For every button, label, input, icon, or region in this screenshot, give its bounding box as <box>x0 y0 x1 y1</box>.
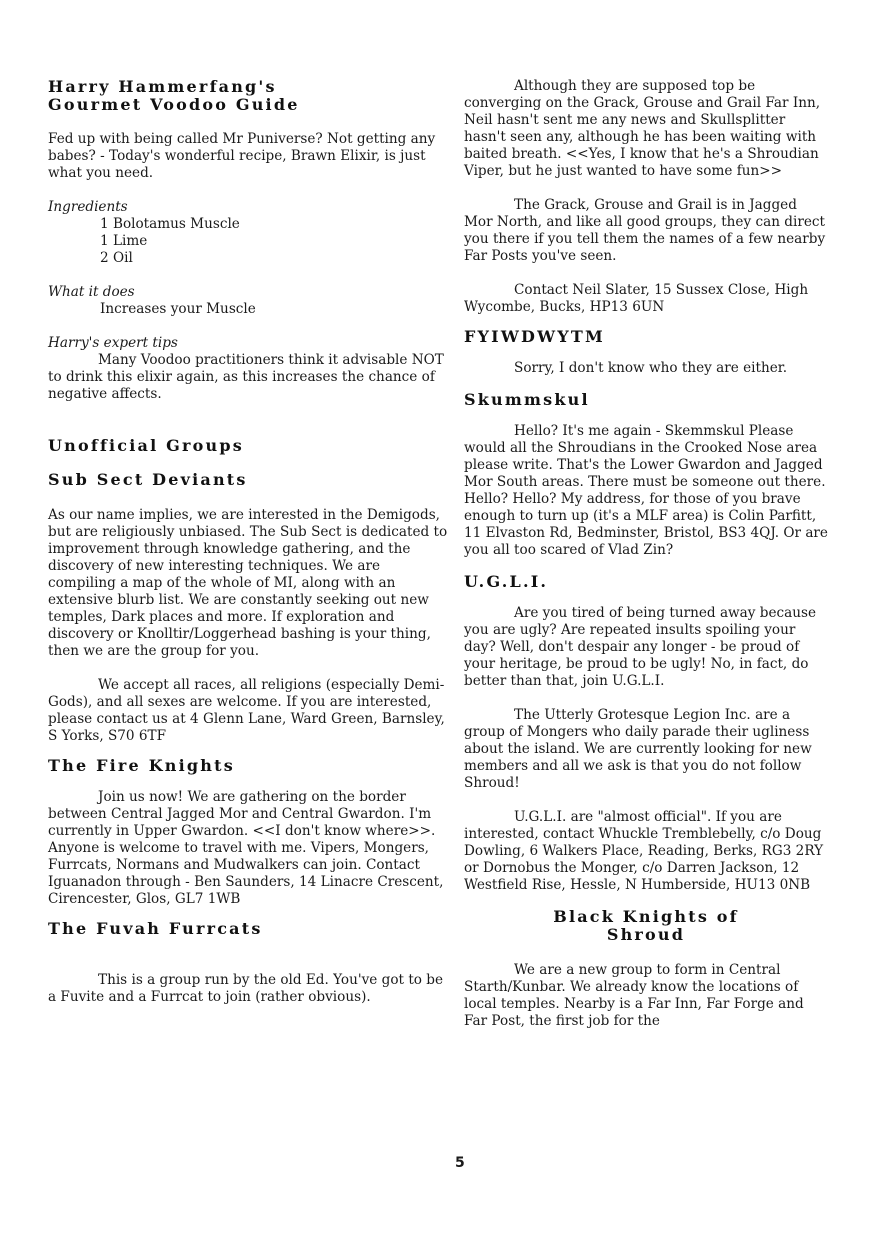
grack-paragraph: The Grack, Grouse and Grail is in Jagged Mor North, and like all good groups, they can direct you there if you tell them the names of a few nearby Far Posts you've seen. <box>464 197 826 264</box>
ingredients-label: Ingredients <box>48 199 128 215</box>
sub-sect-paragraph: As our name implies, we are interested in the Demigods, but are religiously unbiased. The Sub Sect is dedicated to improvement through knowledge gathering, and the discovery of new interesting techniques. We are compiling a map of the whole of MI, along with an extensive blurb list. We are constantly seeking out new temples, Dark places and more. If exploration and discovery or Knolltir/Loggerhead bashing is your thing, then we are the group for you. <box>48 507 448 659</box>
left-column <box>48 78 448 1006</box>
expert-tips-label: Harry's expert tips <box>48 335 178 351</box>
skummskul-paragraph: Hello? It's me again - Skemmskul Please would all the Shroudians in the Crooked Nose area please write. That's the Lower Gwardon and Jagged Mor South areas. There must be someone out there. Hello? Hello? My address, for those of you brave enough to turn up (it's a MLF area) is Colin Parfitt, 11 Elvaston Rd, Bedminster, Bristol, BS3 4QJ. Or are you all too scared of Vlad Zin? <box>464 423 828 558</box>
skummskul-heading: Skummskul <box>464 390 590 409</box>
sub-sect-paragraph: We accept all races, all religions (especially Demi-Gods), and all sexes are welcome. If you are interested, please contact us at 4 Glenn Lane, Ward Green, Barnsley, S Yorks, S70 6TF <box>48 677 445 744</box>
what-it-does-text: Increases your Muscle <box>100 301 256 317</box>
grack-paragraph: Although they are supposed top be converging on the Grack, Grouse and Grail Far Inn, Neil hasn't sent me any news and Skullsplitter hasn't seen any, although he has been waiting with baited breath. <<Yes, I know that he's a Shroudian Viper, but he just wanted to have some fun>> <box>464 78 821 179</box>
expert-tips-text: Many Voodoo practitioners think it advisable NOT to drink this elixir again, as this increases the chance of negative affects. <box>48 352 444 402</box>
black-knights-heading-line2: Shroud <box>606 925 686 944</box>
black-knights-heading-line1: Black Knights of <box>553 907 739 926</box>
ugli-heading: U.G.L.I. <box>464 572 549 591</box>
fire-knights-heading: The Fire Knights <box>48 756 235 775</box>
ugli-contact: U.G.L.I. are "almost official". If you are interested, contact Whuckle Tremblebelly, c/o Doug Dowling, 6 Walkers Place, Reading, Berks, RG3 2RY or Dornobus the Monger, c/o Darren Jackson, 12 Westfield Rise, Hessle, N Humberside, HU13 0NB <box>464 809 824 893</box>
ingredient-item: 1 Lime <box>100 233 148 249</box>
what-it-does-label: What it does <box>48 284 135 300</box>
grack-contact: Contact Neil Slater, 15 Sussex Close, High Wycombe, Bucks, HP13 6UN <box>464 282 809 315</box>
fyiwdwytm-heading: FYIWDWYTM <box>464 327 605 346</box>
ingredient-item: 2 Oil <box>100 250 133 266</box>
right-column <box>464 78 828 1030</box>
black-knights-paragraph: We are a new group to form in Central Starth/Kunbar. We already know the locations of local temples. Nearby is a Far Inn, Far Forge and Far Post, the first job for the <box>464 962 804 1029</box>
fuvah-heading: The Fuvah Furrcats <box>48 919 263 938</box>
fire-knights-paragraph: Join us now! We are gathering on the border between Central Jagged Mor and Central Gwardon. I'm currently in Upper Gwardon. <<I don't know where>>. Anyone is welcome to travel with me. Vipers, Mongers, Furrcats, Normans and Mudwalkers can join. Contact Iguanadon through - Ben Saunders, 14 Linacre Crescent, Cirencester, Glos, GL7 1WB <box>48 789 444 907</box>
ugli-paragraph: Are you tired of being turned away because you are ugly? Are repeated insults spoiling your day? Well, don't despair any longer - be proud of your heritage, be proud to be ugly! No, in fact, do better than that, join U.G.L.I. <box>464 605 817 689</box>
fyiwdwytm-paragraph: Sorry, I don't know who they are either. <box>514 360 788 376</box>
harry-title-line1: Harry Hammerfang's <box>48 77 277 96</box>
fuvah-paragraph: This is a group run by the old Ed. You've got to be a Fuvite and a Furrcat to join (rather obvious). <box>48 972 444 1005</box>
ingredient-item: 1 Bolotamus Muscle <box>100 216 240 232</box>
ugli-paragraph: The Utterly Grotesque Legion Inc. are a group of Mongers who daily parade their ugliness about the island. We are currently looking for new members and all we ask is that you do not follow Shroud! <box>464 707 812 791</box>
sub-sect-heading: Sub Sect Deviants <box>48 470 248 489</box>
unofficial-groups-heading: Unofficial Groups <box>48 436 244 455</box>
page-number: 5 <box>455 1155 465 1171</box>
harry-intro: Fed up with being called Mr Puniverse? Not getting any babes? - Today's wonderful recipe, Brawn Elixir, is just what you need. <box>48 131 436 181</box>
harry-title-line2: Gourmet Voodoo Guide <box>48 95 300 114</box>
